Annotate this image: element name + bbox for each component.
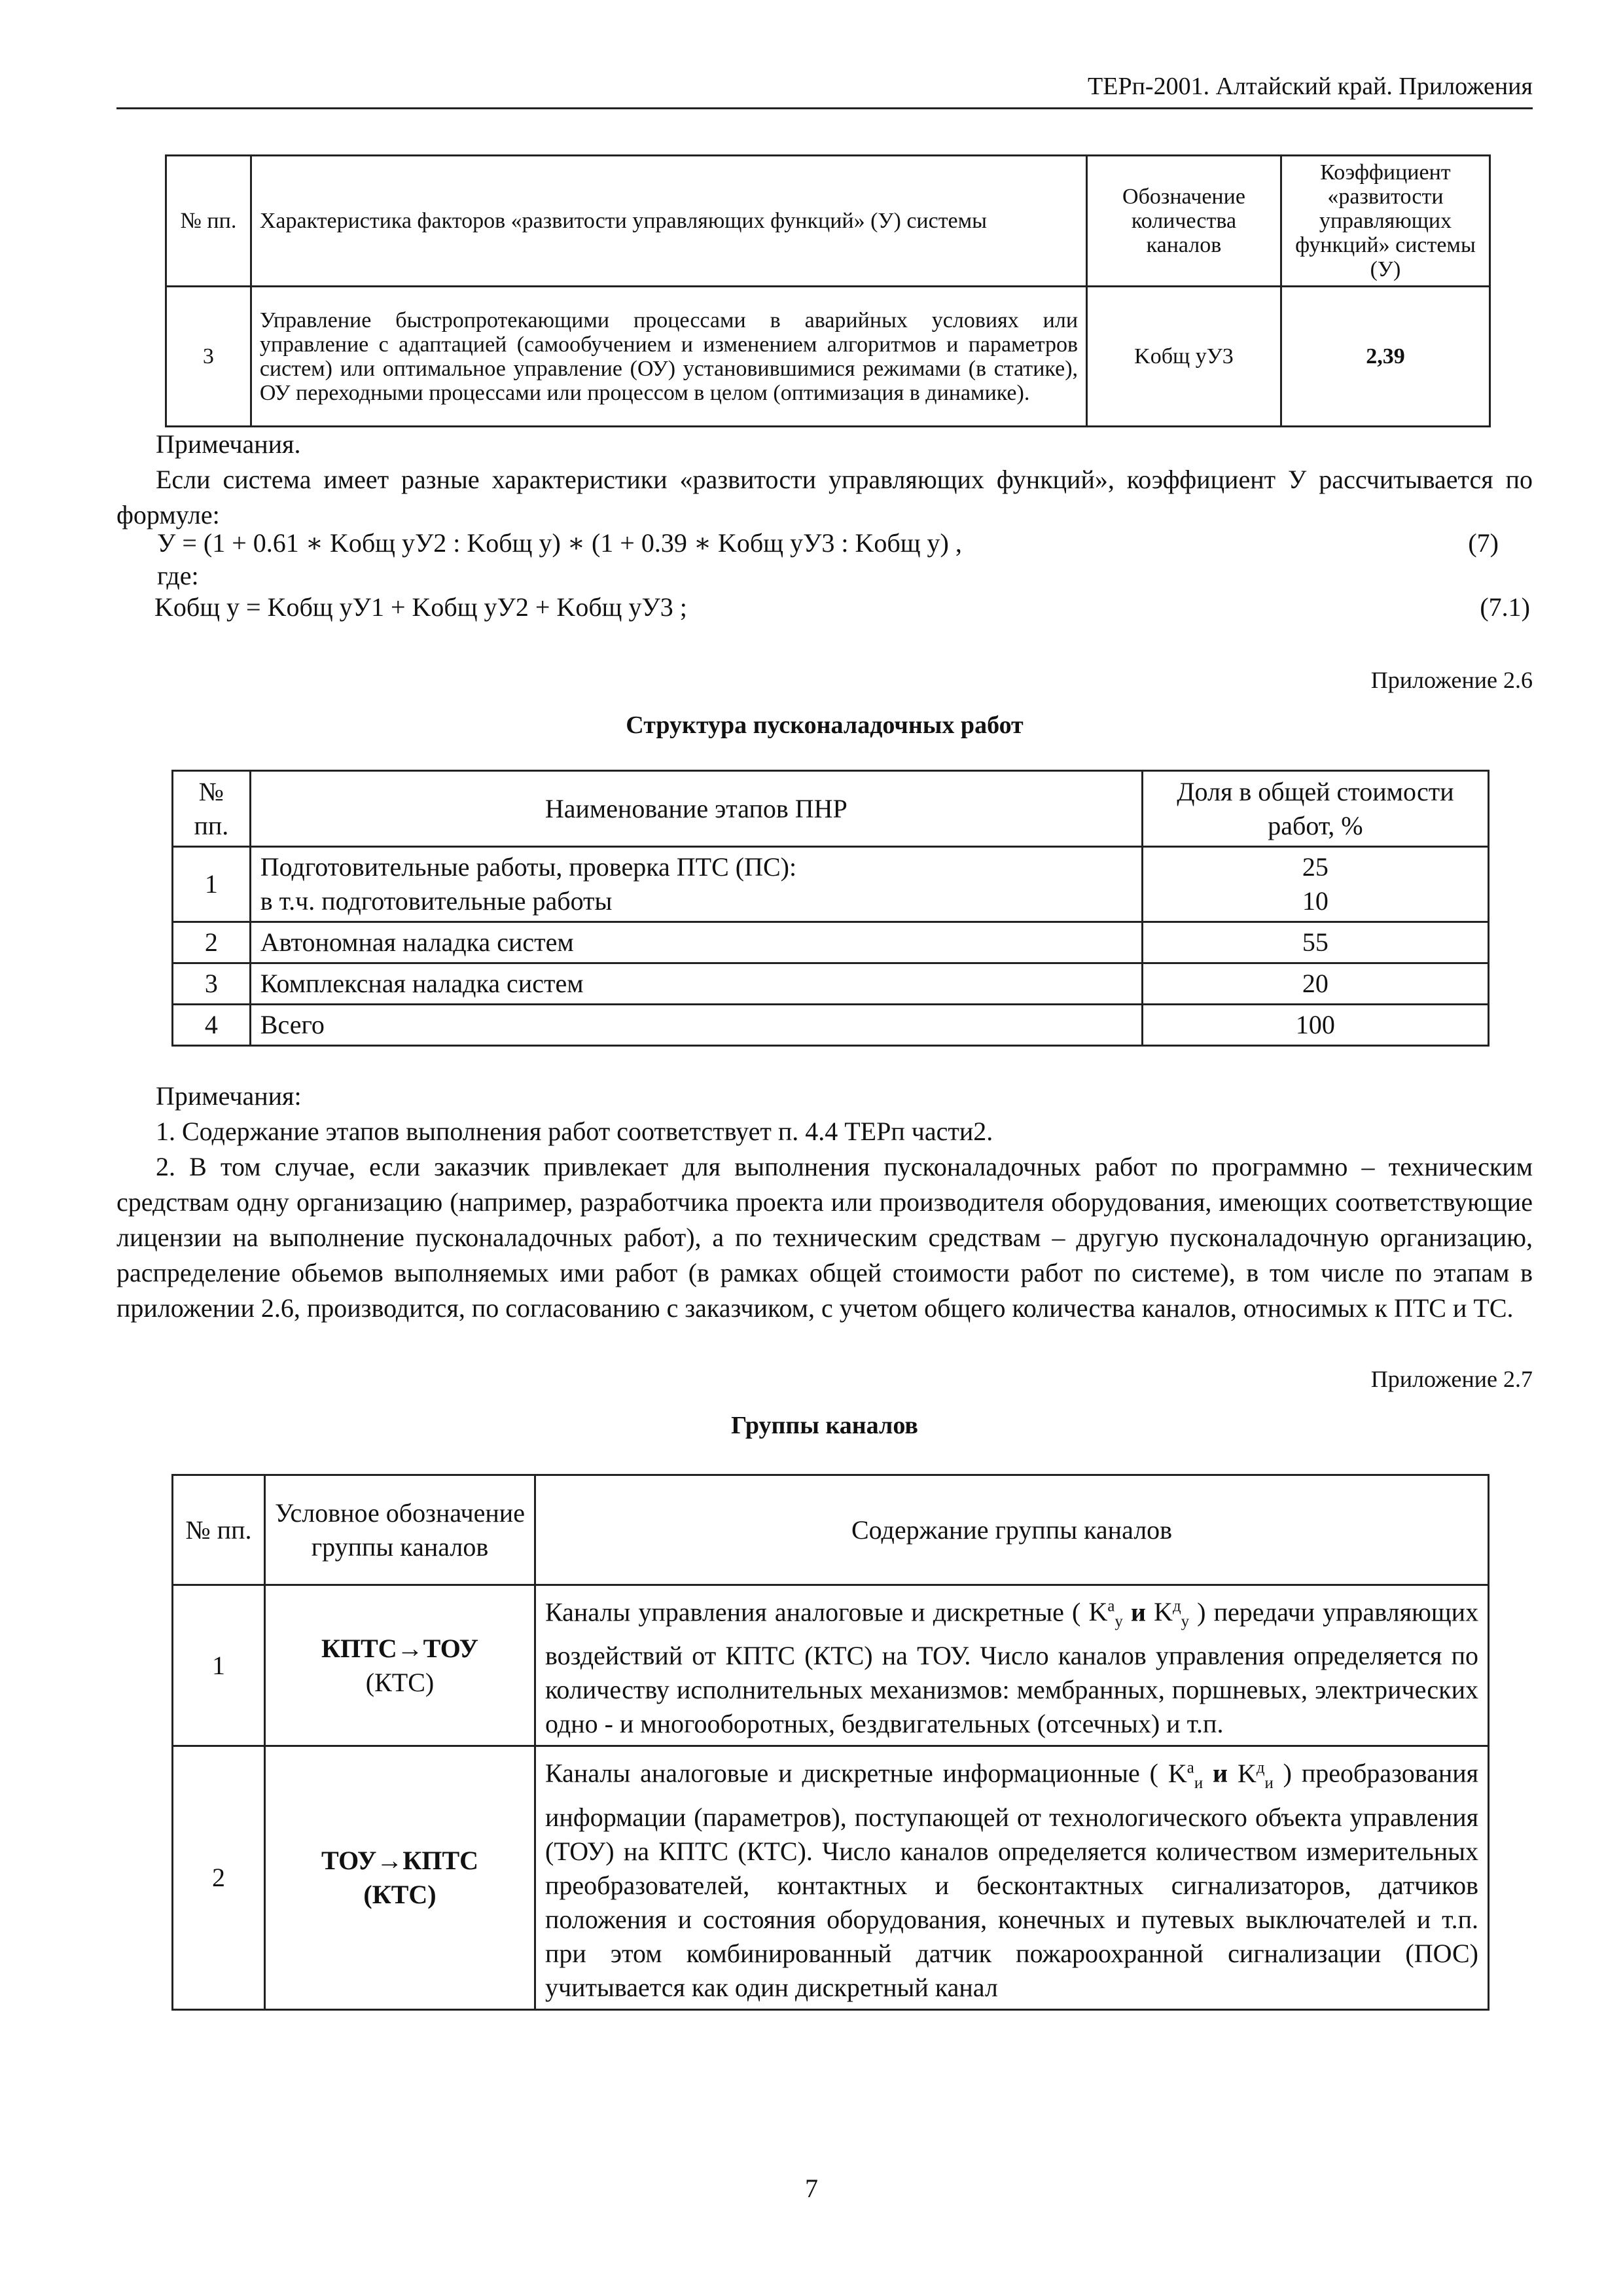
table-row [173, 1585, 1489, 1746]
designation-sub: (КТС) [365, 1667, 435, 1697]
channel-groups-table [171, 1474, 1489, 2011]
row-share [1142, 847, 1488, 922]
and-word: и [1130, 1597, 1146, 1627]
header-num: № пп. [166, 156, 251, 287]
row-num: 3 [173, 963, 251, 1005]
table-header-row [173, 771, 1489, 847]
notes-title: Примечания: [156, 1081, 302, 1111]
note-2: 2. В том случае, если заказчик привлекает для выполнения пусконаладочных работ по программно – техническим средствам одну организацию (например, разработчика проекта или производителя оборудования, имеющих соответствующие лицензии на выполнение пусконаладочных работ), а по техническим средствам – другую пусконаладочную организацию, распределение обьемов выполняемых ими работ (в рамках общей стоимости работ по системе), в том числе по этапам в приложении 2.6, производится, по согласованию с заказчиком, с учетом общего количества каналов, относимых к ПТС и ТС. [116, 1152, 1533, 1323]
table-row [173, 963, 1489, 1005]
row-num: 3 [166, 287, 251, 427]
table-header-row [166, 156, 1490, 287]
table-row [173, 1005, 1489, 1046]
page-number: 7 [805, 2174, 818, 2203]
row-designation [1087, 287, 1281, 427]
designation-main: ТОУ→КПТС [321, 1845, 479, 1875]
row-characteristic: Управление быстропротекающими процессами в аварийных условиях или управление с адаптацией (самообучением и изменением алгоритмов и параметров систем) или оптимальное управление (ОУ) установившимися режимами (в статике), ОУ переходными процессами или процессом в целом (оптимизация в динамике). [251, 287, 1086, 427]
formula-7-1-row [154, 592, 1530, 628]
note-1: 1. Содержание этапов выполнения работ соответствует п. 4.4 ТЕРп части2. [156, 1117, 993, 1146]
table-row [166, 287, 1490, 427]
header-content: Содержание группы каналов [535, 1475, 1489, 1585]
designation-sub: (КТС) [363, 1879, 437, 1909]
row-num: 4 [173, 1005, 251, 1046]
appendix-2-6-title: Структура пусконаладочных работ [626, 711, 1024, 739]
row-designation [265, 1585, 535, 1746]
row-name: Автономная наладка систем [250, 922, 1142, 963]
row-share: 55 [1142, 922, 1488, 963]
row-num: 1 [173, 1585, 265, 1746]
control-functions-table [165, 154, 1491, 427]
commissioning-structure-table [171, 770, 1489, 1047]
row-num: 2 [173, 922, 251, 963]
row-name: Всего [250, 1005, 1142, 1046]
where-label: где: [157, 561, 199, 590]
row-share: 20 [1142, 963, 1488, 1005]
formula-7-number: (7) [1468, 528, 1499, 558]
notes-block [116, 427, 1533, 533]
table-row [173, 1746, 1489, 2009]
running-title: ТЕРп-2001. Алтайский край. Приложения [1088, 73, 1533, 100]
content-start: Каналы управления аналоговые и дискретные ( [545, 1597, 1081, 1627]
row-share: 100 [1142, 1005, 1488, 1046]
table-row [173, 847, 1489, 922]
row-name-main: Подготовительные работы, проверка ПТС (ПС): [260, 852, 797, 882]
appendix-2-6-notes [116, 1079, 1533, 1326]
appendix-2-7-label: Приложение 2.7 [1370, 1366, 1533, 1392]
header-characteristic: Характеристика факторов «развитости управляющих функций» (У) системы [251, 156, 1086, 287]
notes-title: Примечания. [156, 429, 301, 459]
formula-7-row [157, 528, 1533, 564]
header-coefficient: Коэффициент «развитости управляющих функций» системы (У) [1281, 156, 1489, 287]
appendix-2-6-label: Приложение 2.6 [1370, 667, 1533, 693]
symbol-k-a-y: $K^а_у$ [1088, 1597, 1123, 1631]
row-designation [265, 1746, 535, 2009]
designation-main: КПТС→ТОУ [321, 1633, 479, 1663]
row-share-sub: 10 [1302, 886, 1329, 916]
header-num: № пп. [173, 771, 251, 847]
table-row [173, 922, 1489, 963]
row-num: 1 [173, 847, 251, 922]
symbol-k-d-y: $K^д_у$ [1154, 1597, 1190, 1631]
row-num: 2 [173, 1746, 265, 2009]
symbol-k-a-i: $K^а_и$ [1168, 1758, 1204, 1792]
row-name [250, 847, 1142, 922]
header-share: Доля в общей стоимости работ, % [1142, 771, 1488, 847]
row-name: Комплексная наладка систем [250, 963, 1142, 1005]
table-header-row [173, 1475, 1489, 1585]
row-coefficient: 2,39 [1281, 287, 1489, 427]
row-name-sub: в т.ч. подготовительные работы [260, 886, 613, 916]
appendix-2-7-title: Группы каналов [731, 1412, 918, 1439]
content-start: Каналы аналоговые и дискретные информационные ( [545, 1758, 1158, 1788]
channel-count-symbol: Kобщ уУ3 [1134, 344, 1234, 368]
header-num: № пп. [173, 1475, 265, 1585]
and-word: и [1213, 1758, 1228, 1788]
row-share-main: 25 [1302, 852, 1329, 882]
row-content [535, 1746, 1489, 2009]
formula-7-1: Kобщ у = Kобщ уУ1 + Kобщ уУ2 + Kобщ уУ3 ; [154, 592, 687, 622]
formula-7: У = (1 + 0.61 ∗ Kобщ уУ2 : Kобщ у) ∗ (1 + 0.39 ∗ Kобщ уУ3 : Kобщ у) , [157, 528, 962, 558]
symbol-k-d-i: $K^д_и$ [1237, 1758, 1274, 1792]
content-end: ) передачи управляющих воздействий от КПТС (КТС) на ТОУ. Число каналов управления определяется по количеству исполнительных механизмов: мембранных, поршневых, электрических одно - и многооборотных, бездвигательных (отсечных) и т.п. [545, 1597, 1479, 1739]
header-designation: Условное обозначение группы каналов [265, 1475, 535, 1585]
notes-text: Если система имеет разные характеристики «развитости управляющих функций», коэффициент У рассчитывается по формуле: [116, 465, 1533, 529]
header-name: Наименование этапов ПНР [250, 771, 1142, 847]
header-designation: Обозначение количества каналов [1087, 156, 1281, 287]
formula-7-1-number: (7.1) [1480, 592, 1530, 622]
running-header [116, 71, 1533, 109]
row-content [535, 1585, 1489, 1746]
content-end: ) преобразования информации (параметров), поступающей от технологического объекта управления (ТОУ) на КПТС (КТС). Число каналов определяется количеством измерительных преобразователей, контактных и бесконтактных сигнализаторов, датчиков положения и состояния оборудования, конечных и путевых выключателей и т.п. при этом комбинированный датчик пожароохранной сигнализации (ПОС) учитывается как один дискретный канал [545, 1758, 1479, 2002]
